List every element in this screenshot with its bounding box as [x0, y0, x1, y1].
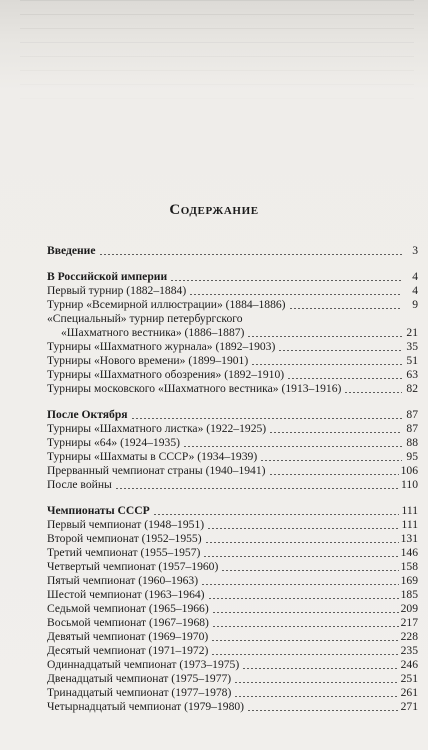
toc-entry-title: Турниры «Шахматного обозрения» (1892–1910)	[47, 368, 285, 381]
toc-entry	[47, 700, 418, 714]
toc-entry-title: Третий чемпионат (1955–1957)	[47, 546, 201, 559]
toc-entry-title: Седьмой чемпионат (1965–1966)	[47, 602, 209, 615]
toc-section	[47, 408, 418, 492]
toc-entry	[47, 436, 418, 450]
toc-page-number: 51	[406, 354, 418, 367]
toc-entry-title: Турнир «Всемирной иллюстрации» (1884–1886)	[47, 298, 286, 311]
toc-entry-title: Второй чемпионат (1952–1955)	[47, 532, 202, 545]
dot-leader	[212, 612, 399, 613]
toc-section	[47, 504, 418, 714]
toc-page-number: 9	[412, 298, 418, 311]
toc-entry	[47, 630, 418, 644]
dot-leader	[115, 488, 399, 489]
toc-entry-title: Десятый чемпионат (1971–1972)	[47, 644, 209, 657]
dot-leader	[260, 460, 402, 461]
dot-leader	[212, 626, 399, 627]
section-gap	[47, 258, 418, 270]
dot-leader	[99, 254, 402, 255]
toc-page-number: 87	[406, 422, 418, 435]
dot-leader	[287, 378, 402, 379]
toc-page-number: 217	[400, 616, 418, 629]
toc-entry-title: Турниры «Шахматного журнала» (1892–1903)	[47, 340, 276, 353]
toc-page-number: 111	[401, 518, 418, 531]
toc-entry-title: Девятый чемпионат (1969–1970)	[47, 630, 209, 643]
section-gap	[47, 396, 418, 408]
toc-page-number: 131	[400, 532, 418, 545]
toc-section	[47, 244, 418, 258]
toc-page-number: 235	[400, 644, 418, 657]
toc-page-number: 271	[400, 700, 418, 713]
dot-leader	[131, 418, 402, 419]
toc-entry	[47, 574, 418, 588]
toc-entry-title: Пятый чемпионат (1960–1963)	[47, 574, 199, 587]
toc-entry	[47, 658, 418, 672]
toc-page-number: 158	[400, 560, 418, 573]
toc-page-number: 87	[406, 408, 418, 421]
toc-entry-title: Прерванный чемпионат страны (1940–1941)	[47, 464, 266, 477]
toc-entry-title: Чемпионаты СССР	[47, 504, 150, 517]
toc-page-number: 228	[400, 630, 418, 643]
toc-entry-title: Турниры московского «Шахматного вестника» (1913–1916)	[47, 382, 342, 395]
toc-page-number: 111	[401, 504, 418, 517]
dot-leader	[211, 640, 398, 641]
toc-page-number: 246	[400, 658, 418, 671]
toc-entry-title: Восьмой чемпионат (1967–1968)	[47, 616, 209, 629]
toc-entry	[47, 478, 418, 492]
toc-entry-title: Введение	[47, 244, 96, 257]
toc-entry	[47, 602, 418, 616]
toc-entry-title: Шестой чемпионат (1963–1964)	[47, 588, 205, 601]
toc-page-number: 82	[406, 382, 418, 395]
toc-entry	[47, 422, 418, 436]
dot-leader	[269, 432, 402, 433]
toc-page-number: 35	[406, 340, 418, 353]
dot-leader	[170, 280, 402, 281]
toc-entry	[47, 382, 418, 396]
dot-leader	[201, 584, 399, 585]
toc-entry	[47, 450, 418, 464]
toc-entry-title: Двенадцатый чемпионат (1975–1977)	[47, 672, 232, 685]
dot-leader	[203, 556, 398, 557]
toc-section-heading	[47, 270, 418, 284]
toc-entry	[47, 672, 418, 686]
toc-entry-title: В Российской империи	[47, 270, 168, 283]
toc-entry	[47, 532, 418, 546]
toc-entry	[47, 298, 418, 312]
toc-entry-title: После войны	[47, 478, 112, 491]
toc-entry-title: Тринадцатый чемпионат (1977–1978)	[47, 686, 232, 699]
toc-page-number: 185	[400, 588, 418, 601]
toc-entry	[47, 354, 418, 368]
toc-entry	[47, 464, 418, 478]
dot-leader	[242, 668, 398, 669]
toc-page-number: 251	[400, 672, 418, 685]
dot-leader	[251, 364, 402, 365]
toc-page-number: 261	[400, 686, 418, 699]
toc-entry-title: Первый турнир (1882–1884)	[47, 284, 187, 297]
toc-entry-title: Турниры «64» (1924–1935)	[47, 436, 180, 449]
toc-entry-title: Турниры «Шахматного листка» (1922–1925)	[47, 422, 267, 435]
dot-leader	[269, 474, 399, 475]
toc-page-number: 110	[401, 478, 418, 491]
page-title: Содержание	[169, 202, 259, 218]
toc-entry	[47, 312, 418, 326]
toc-page-number: 63	[406, 368, 418, 381]
toc-entry	[47, 644, 418, 658]
toc-entry-title: Четырнадцатый чемпионат (1979–1980)	[47, 700, 245, 713]
toc-section	[47, 270, 418, 396]
toc-page-number: 21	[406, 326, 418, 339]
toc-entry	[47, 326, 418, 340]
dot-leader	[183, 446, 402, 447]
section-gap	[47, 492, 418, 504]
dot-leader	[247, 710, 399, 711]
dot-leader	[205, 542, 399, 543]
toc-entry	[47, 616, 418, 630]
toc-entry	[47, 588, 418, 602]
toc-page-number: 4	[412, 284, 418, 297]
toc-page-number: 169	[400, 574, 418, 587]
toc-entry	[47, 686, 418, 700]
toc-page-number: 3	[412, 244, 418, 257]
dot-leader	[234, 682, 398, 683]
toc-section-heading	[47, 504, 418, 518]
dot-leader	[153, 514, 400, 515]
toc-entry	[47, 284, 418, 298]
toc-entry-title: «Специальный» турнир петербургского	[47, 312, 243, 325]
toc-entry-title: Первый чемпионат (1948–1951)	[47, 518, 205, 531]
toc-entry-title: После Октября	[47, 408, 128, 421]
dot-leader	[208, 598, 399, 599]
dot-leader	[289, 308, 402, 309]
toc-page-number: 88	[406, 436, 418, 449]
toc-page-number: 95	[406, 450, 418, 463]
toc-entry	[47, 518, 418, 532]
toc-page-number: 209	[400, 602, 418, 615]
dot-leader	[211, 654, 398, 655]
toc-page-number: 4	[412, 270, 418, 283]
dot-leader	[278, 350, 402, 351]
table-of-contents	[47, 244, 418, 714]
toc-entry-title: Четвертый чемпионат (1957–1960)	[47, 560, 219, 573]
toc-section-heading	[47, 244, 418, 258]
toc-entry-title: Турниры «Нового времени» (1899–1901)	[47, 354, 249, 367]
toc-entry-title: Одиннадцатый чемпионат (1973–1975)	[47, 658, 240, 671]
toc-page-number: 106	[400, 464, 418, 477]
toc-page-number: 146	[400, 546, 418, 559]
toc-section-heading	[47, 408, 418, 422]
dot-leader	[189, 294, 402, 295]
bleed-through-text	[20, 0, 414, 120]
dot-leader	[207, 528, 399, 529]
toc-entry-title: Турниры «Шахматы в СССР» (1934–1939)	[47, 450, 258, 463]
dot-leader	[344, 392, 402, 393]
toc-entry-title: «Шахматного вестника» (1886–1887)	[61, 326, 245, 339]
dot-leader	[221, 570, 398, 571]
toc-entry	[47, 340, 418, 354]
dot-leader	[247, 336, 402, 337]
dot-leader	[234, 696, 398, 697]
toc-entry	[47, 560, 418, 574]
toc-entry	[47, 546, 418, 560]
toc-entry	[47, 368, 418, 382]
